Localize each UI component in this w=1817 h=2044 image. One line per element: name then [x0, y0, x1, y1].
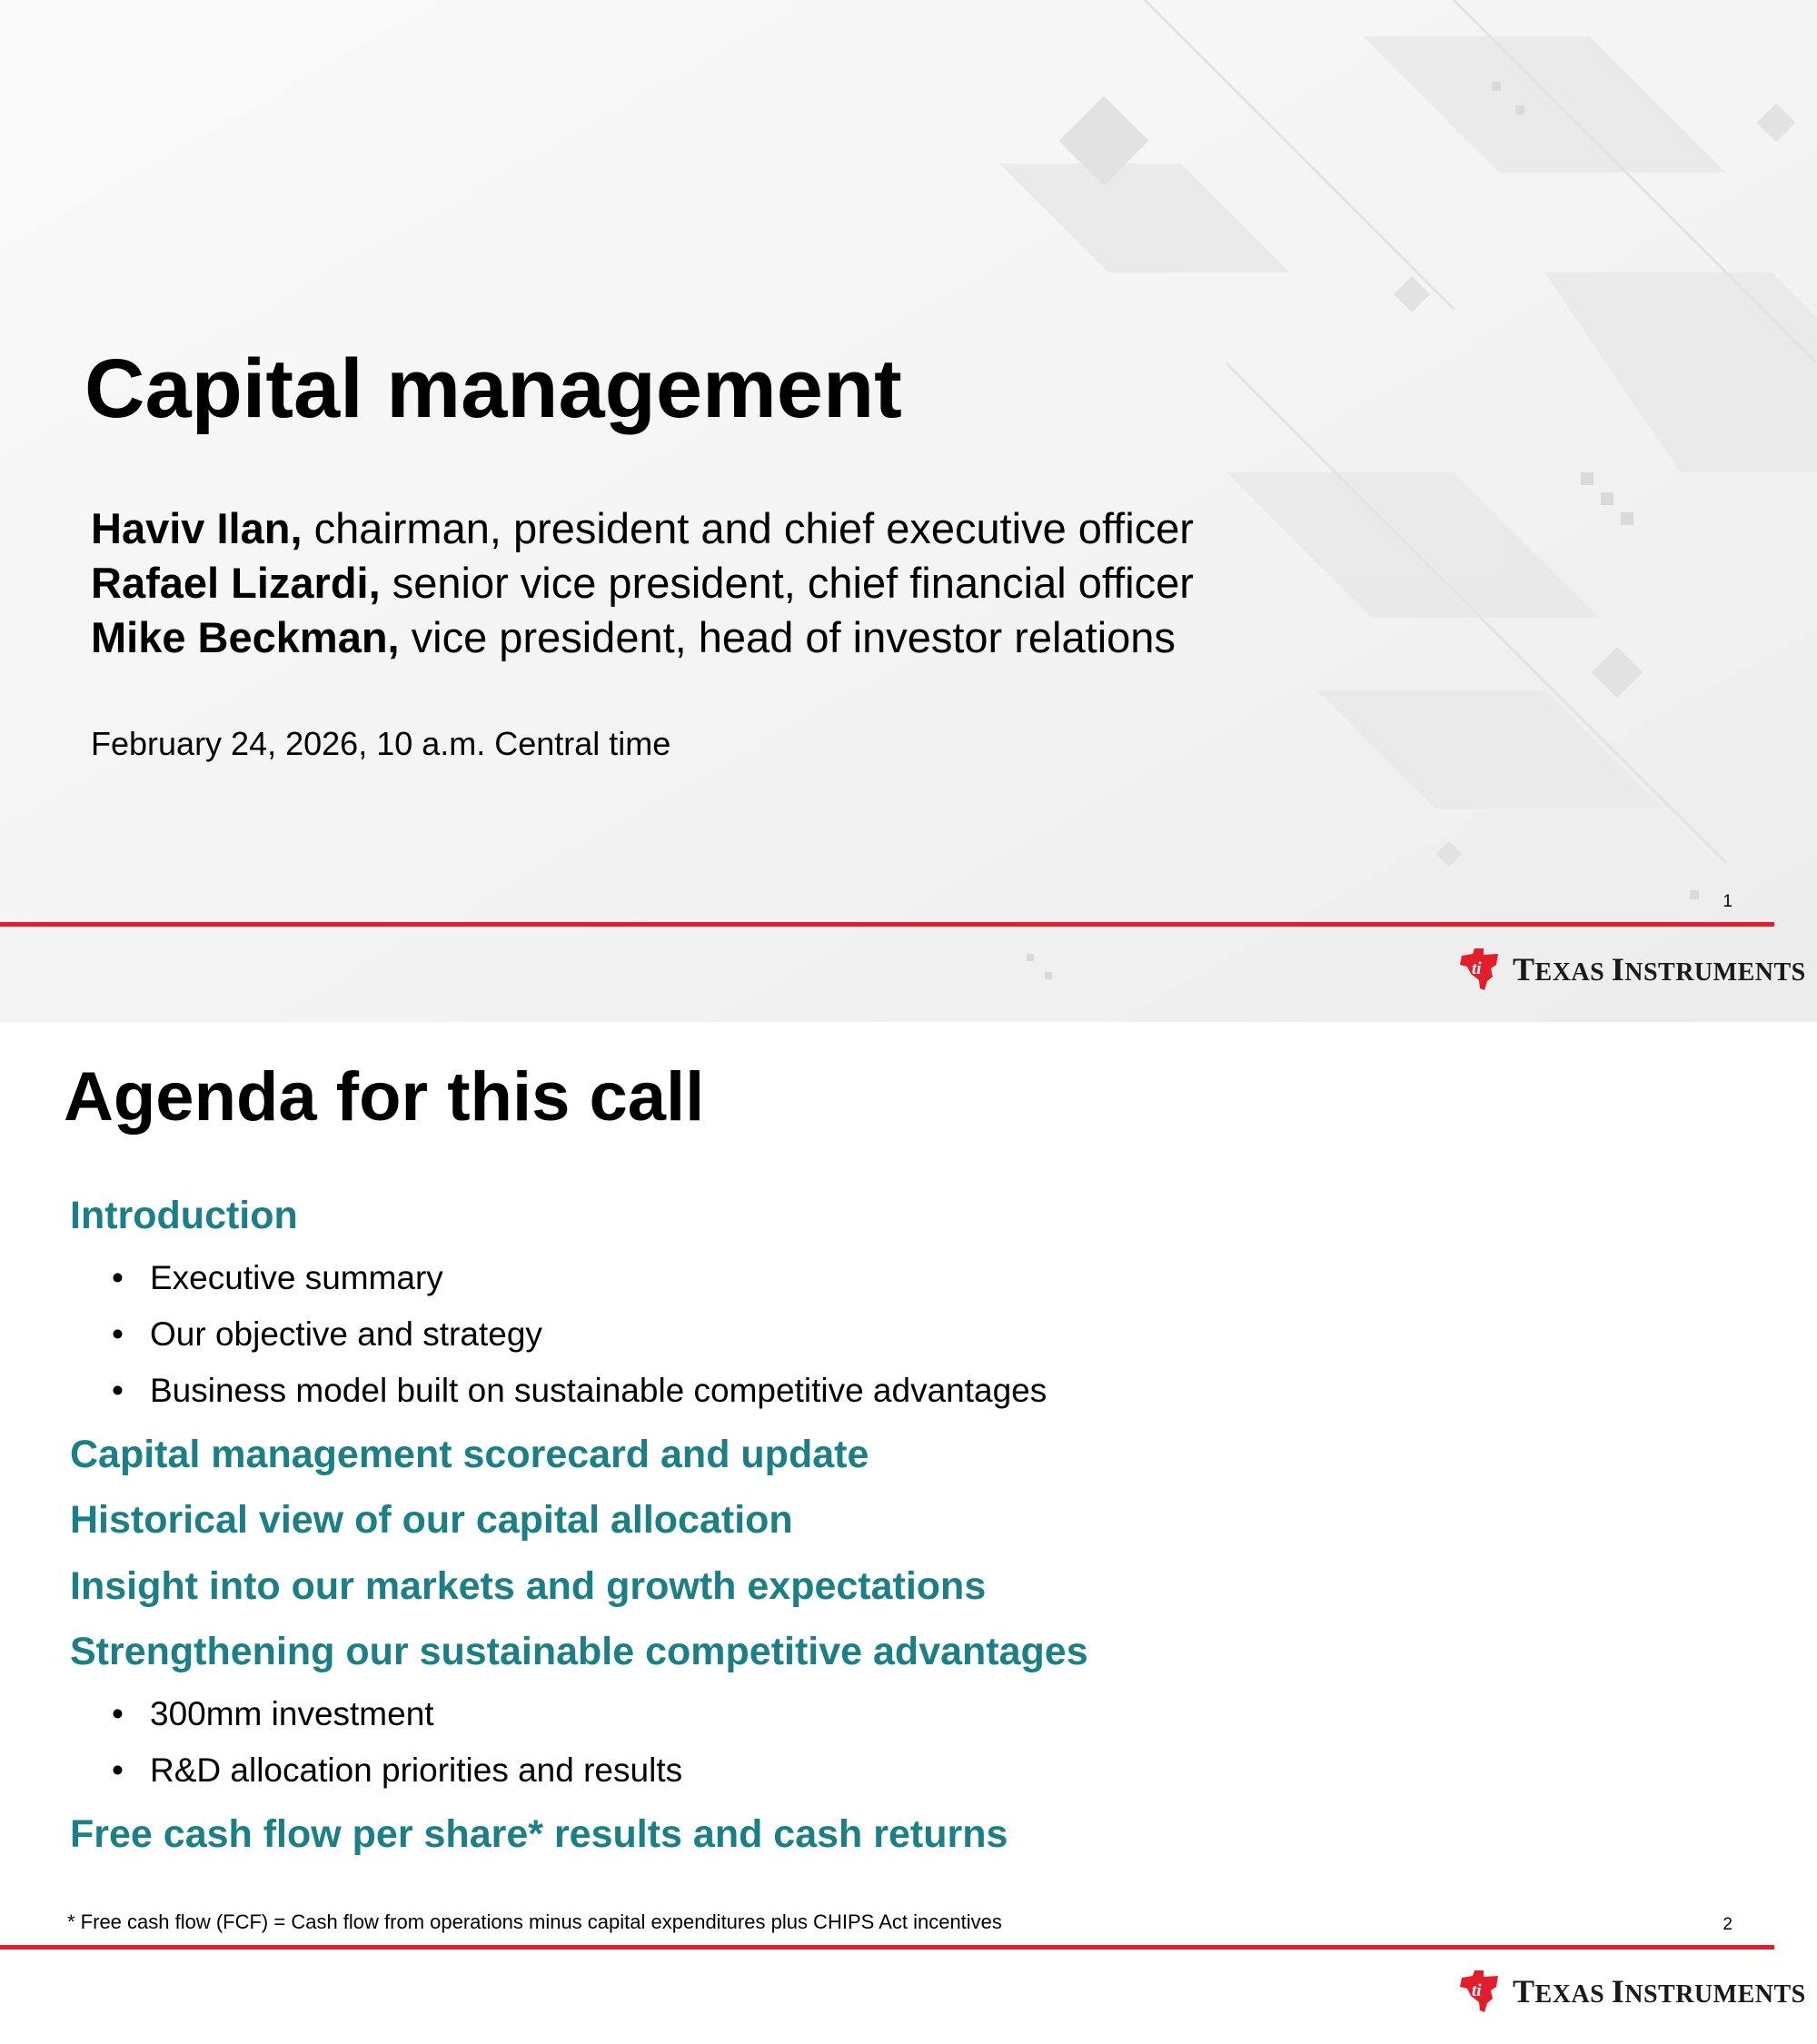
footnote: * Free cash flow (FCF) = Cash flow from operations minus capital expenditures plus CHIPS Act incentives	[67, 1910, 1002, 1933]
agenda-subitems	[70, 1686, 1088, 1799]
ti-logo-icon	[1456, 947, 1504, 992]
page-number: 2	[1723, 1915, 1733, 1934]
presenter-name: Rafael Lizardi,	[91, 559, 381, 607]
logo-wordmark: TEXAS INSTRUMENTS	[1513, 951, 1806, 987]
agenda-section: Free cash flow per share* results and cash returns	[70, 1811, 1008, 1856]
presenter-role: chairman, president and chief executive officer	[313, 504, 1194, 552]
presenter-line	[91, 610, 1194, 665]
agenda-section: Introduction	[70, 1194, 298, 1237]
agenda-item: • 300mm investment	[70, 1686, 1088, 1742]
company-logo	[1456, 1969, 1806, 2014]
presenter-list	[91, 501, 1194, 665]
presenter-role: vice president, head of investor relations	[411, 613, 1176, 661]
agenda-subitems	[70, 1250, 1088, 1419]
page-number: 1	[1723, 892, 1733, 911]
slide-title: Capital management	[84, 342, 902, 435]
presenter-name: Mike Beckman,	[91, 613, 400, 661]
svg-text:ti: ti	[1472, 1981, 1482, 2000]
event-date: February 24, 2026, 10 a.m. Central time	[91, 725, 671, 762]
agenda-list	[70, 1193, 1088, 1878]
presenter-role: senior vice president, chief financial officer	[392, 559, 1194, 607]
agenda-section: Strengthening our sustainable competitive advantages	[70, 1630, 1088, 1674]
footer-divider	[0, 1945, 1774, 1950]
agenda-section: Historical view of our capital allocation	[70, 1498, 793, 1543]
company-logo	[1456, 947, 1806, 992]
presenter-line	[91, 556, 1194, 610]
presenter-line	[91, 501, 1194, 556]
svg-text:ti: ti	[1472, 959, 1482, 978]
agenda-slide	[0, 1022, 1817, 2044]
agenda-section: Capital management scorecard and update	[70, 1432, 869, 1476]
footer-divider	[0, 922, 1774, 927]
ti-logo-icon	[1456, 1969, 1504, 2014]
slide-title: Agenda for this call	[64, 1058, 705, 1136]
logo-wordmark: TEXAS INSTRUMENTS	[1513, 1973, 1806, 2009]
agenda-item: • Executive summary	[70, 1250, 1088, 1306]
agenda-item: • R&D allocation priorities and results	[70, 1742, 1088, 1799]
presenter-name: Haviv Ilan,	[91, 504, 303, 552]
agenda-section: Insight into our markets and growth expectations	[70, 1563, 987, 1608]
agenda-item: • Business model built on sustainable competitive advantages	[70, 1363, 1088, 1419]
agenda-item: • Our objective and strategy	[70, 1306, 1088, 1363]
